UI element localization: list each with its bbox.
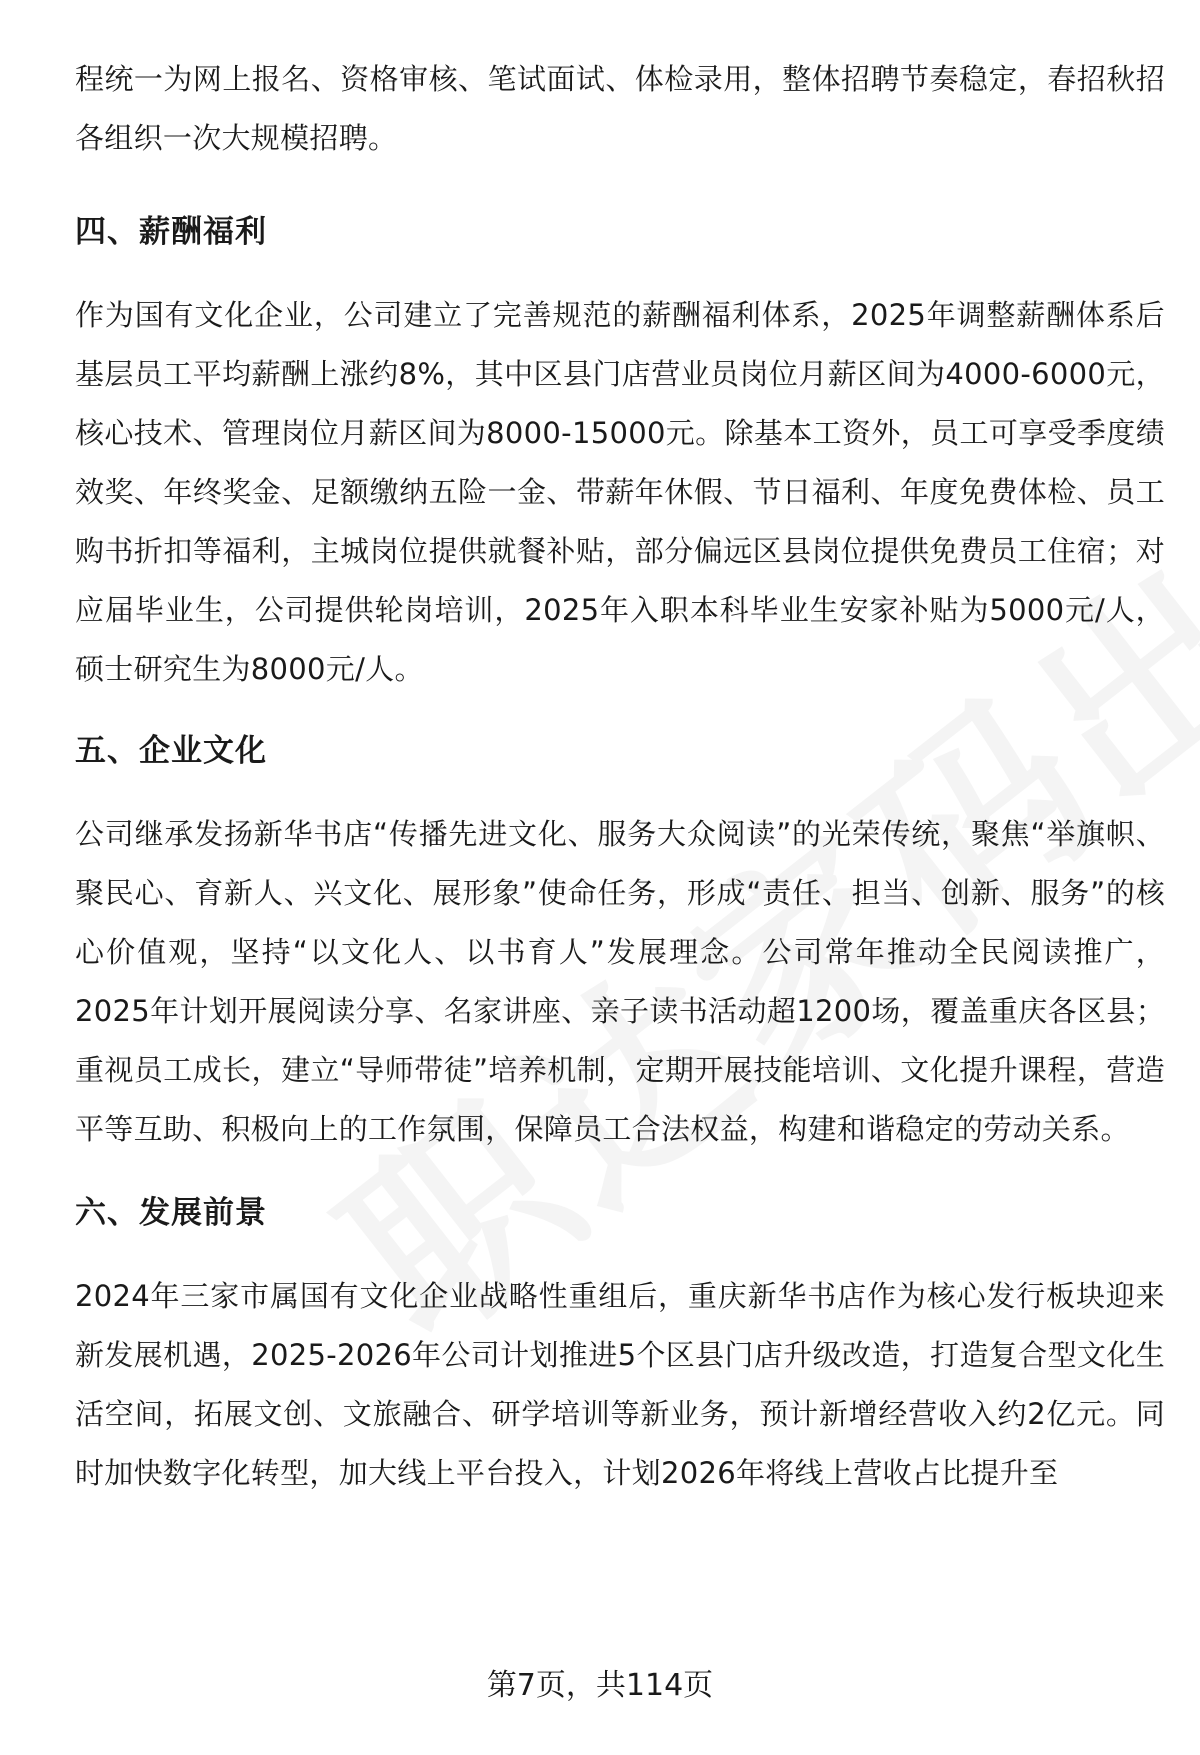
section-paragraph-culture: 公司继承发扬新华书店“传播先进文化、服务大众阅读”的光荣传统，聚焦“举旗帜、聚民心、育新人、兴文化、展形象”使命任务，形成“责任、担当、创新、服务”的核心价值观，坚持“以文化人、以书育人”发展理念。公司常年推动全民阅读推广，2025年计划开展阅读分享、名家讲座、亲子读书活动超1200场，覆盖重庆各区县；重视员工成长，建立“导师带徒”培养机制，定期开展技能培训、文化提升课程，营造平等互助、积极向上的工作氛围，保障员工合法权益，构建和谐稳定的劳动关系。 — [75, 817, 1165, 1146]
section-heading-salary: 四、薪酬福利 — [75, 214, 267, 250]
page-number-footer: 第7页，共114页 — [486, 1668, 714, 1703]
section-paragraph-prospects: 2024年三家市属国有文化企业战略性重组后，重庆新华书店作为核心发行板块迎来新发展机遇，2025-2026年公司计划推进5个区县门店升级改造，打造复合型文化生活空间，拓展文创、文旅融合、研学培训等新业务，预计新增经营收入约2亿元。同时加快数字化转型，加大线上平台投入，计划2026年将线上营收占比提升至 — [75, 1279, 1165, 1490]
section-heading-culture: 五、企业文化 — [75, 733, 267, 769]
section-paragraph-salary: 作为国有文化企业，公司建立了完善规范的薪酬福利体系，2025年调整薪酬体系后基层员工平均薪酬上涨约8%，其中区县门店营业员岗位月薪区间为4000-6000元，核心技术、管理岗位月薪区间为8000-15000元。除基本工资外，员工可享受季度绩效奖、年终奖金、足额缴纳五险一金、带薪年休假、节日福利、年度免费体检、员工购书折扣等福利，主城岗位提供就餐补贴，部分偏远区县岗位提供免费员工住宿；对应届毕业生，公司提供轮岗培训，2025年入职本科毕业生安家补贴为5000元/人，硕士研究生为8000元/人。 — [75, 298, 1165, 686]
intro-paragraph: 程统一为网上报名、资格审核、笔试面试、体检录用，整体招聘节奏稳定，春招秋招各组织一次大规模招聘。 — [75, 62, 1165, 155]
document-body — [75, 50, 1165, 1503]
section-heading-prospects: 六、发展前景 — [75, 1195, 267, 1231]
